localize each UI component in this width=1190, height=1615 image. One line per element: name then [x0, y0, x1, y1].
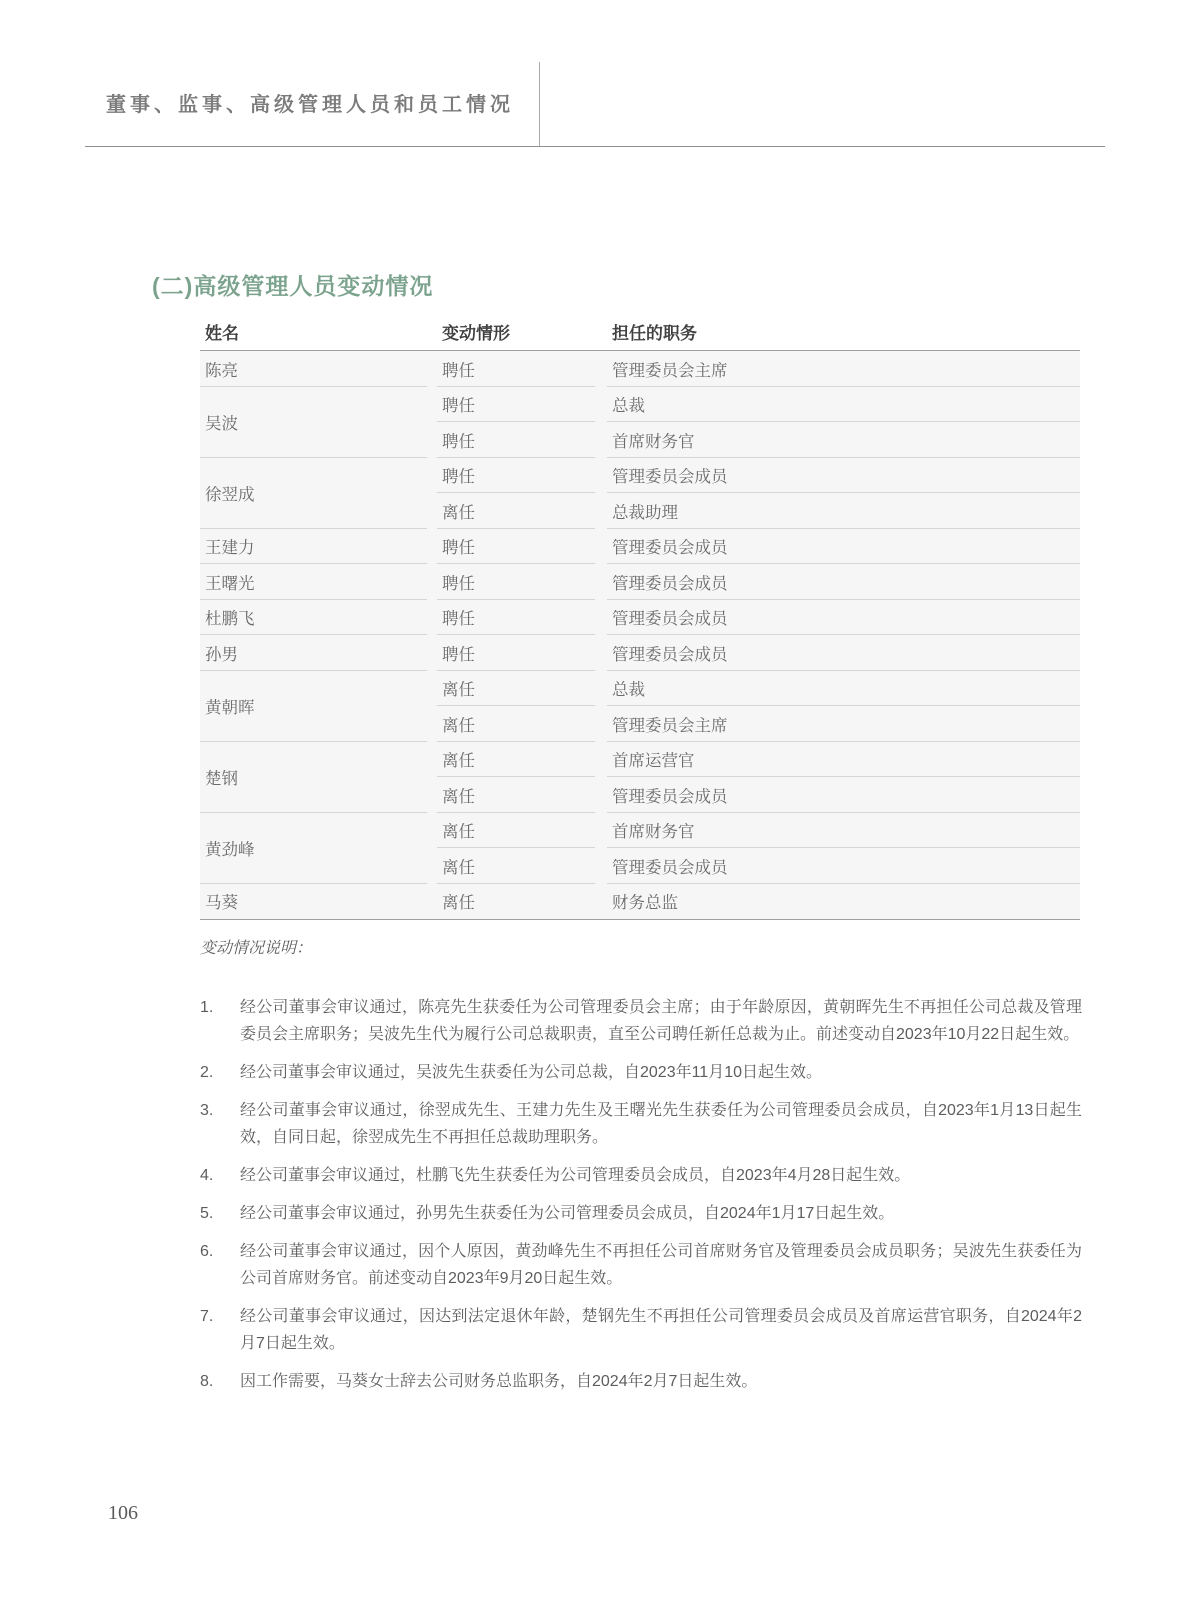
table-row: [437, 600, 1080, 636]
note-number: 5.: [200, 1205, 214, 1222]
table-row: [437, 422, 1080, 458]
entries: [437, 529, 1080, 565]
table-row: [437, 813, 1080, 849]
change-type-cell: 离任: [437, 813, 607, 849]
column-header-position: 担任的职务: [612, 323, 697, 343]
position-cell: 管理委员会成员: [607, 564, 1080, 600]
note-item: [200, 1162, 1082, 1189]
note-text: 经公司董事会审议通过，吴波先生获委任为公司总裁，自2023年11月10日起生效。: [240, 1064, 823, 1081]
column-header-change-type: 变动情形: [442, 323, 510, 343]
note-text: 经公司董事会审议通过，徐翌成先生、王建力先生及王曙光先生获委任为公司管理委员会成员，自2023年1月13日起生效，自同日起，徐翌成先生不再担任总裁助理职务。: [240, 1102, 1082, 1146]
table-row: [437, 351, 1080, 387]
name-cell: 黄劲峰: [200, 813, 437, 884]
notes-label: 变动情况说明：: [200, 940, 313, 957]
note-item: [200, 1238, 1082, 1292]
header-vertical-divider: [539, 62, 540, 146]
note-number: 4.: [200, 1167, 214, 1184]
table-body: [200, 351, 1080, 920]
table-row: [437, 884, 1080, 920]
change-type-cell: 聘任: [437, 458, 607, 494]
table-row: [437, 564, 1080, 600]
table-row: [437, 671, 1080, 707]
name-cell: 马葵: [205, 894, 238, 913]
name-cell: 徐翌成: [200, 458, 437, 529]
table-row: [437, 529, 1080, 565]
position-cell: 管理委员会成员: [607, 600, 1080, 636]
table-row: [437, 387, 1080, 423]
table-row: [437, 848, 1080, 884]
note-item: [200, 1303, 1082, 1357]
table-row: [437, 777, 1080, 813]
note-text: 因工作需要，马葵女士辞去公司财务总监职务，自2024年2月7日起生效。: [240, 1373, 758, 1390]
position-cell: 管理委员会成员: [607, 777, 1080, 813]
table-group: [200, 564, 1080, 600]
notes-list: [200, 994, 1082, 1395]
name-cell: 黄朝晖: [200, 671, 437, 742]
table-row: [437, 742, 1080, 778]
change-type-cell: 离任: [437, 777, 607, 813]
entries: [437, 564, 1080, 600]
position-cell: 管理委员会成员: [607, 458, 1080, 494]
change-type-cell: 离任: [437, 671, 607, 707]
name-cell: 孙男: [200, 635, 437, 671]
position-cell: 管理委员会主席: [607, 351, 1080, 387]
entries: [437, 387, 1080, 458]
entries: [437, 458, 1080, 529]
change-type-cell: 聘任: [437, 387, 607, 423]
table-group: [200, 813, 1080, 884]
change-type-cell: 离任: [437, 848, 607, 884]
table-row: [437, 706, 1080, 742]
position-cell: 首席财务官: [607, 422, 1080, 458]
name-cell: 吴波: [200, 387, 437, 458]
table-group: [200, 600, 1080, 636]
name-cell: 陈亮: [200, 351, 437, 387]
name-cell: 杜鹏飞: [200, 600, 437, 636]
entries: [437, 813, 1080, 884]
note-number: 3.: [200, 1102, 214, 1119]
page-number: 106: [108, 1502, 138, 1524]
position-cell: 管理委员会成员: [607, 848, 1080, 884]
management-changes-table: [200, 312, 1080, 920]
entries: [437, 884, 1080, 920]
entries: [437, 600, 1080, 636]
change-type-cell: 离任: [437, 742, 607, 778]
table-group: [200, 529, 1080, 565]
note-item: [200, 1368, 1082, 1395]
table-row: [437, 458, 1080, 494]
note-number: 1.: [200, 999, 214, 1016]
table-header-row: [200, 312, 1080, 351]
change-type-cell: 聘任: [437, 351, 607, 387]
table-group: [200, 635, 1080, 671]
table-group: [200, 458, 1080, 529]
table-group: [200, 351, 1080, 387]
position-cell: 首席运营官: [607, 742, 1080, 778]
section-title: (二)高级管理人员变动情况: [152, 273, 434, 299]
notes-section: [200, 935, 1082, 1406]
table-group: [200, 742, 1080, 813]
change-type-cell: 离任: [437, 493, 607, 529]
column-header-name: 姓名: [205, 323, 239, 343]
table-row: [437, 493, 1080, 529]
entries: [437, 671, 1080, 742]
table-row: [437, 635, 1080, 671]
position-cell: 总裁: [607, 387, 1080, 423]
note-number: 7.: [200, 1308, 214, 1325]
change-type-cell: 离任: [442, 894, 475, 913]
note-number: 6.: [200, 1243, 214, 1260]
header-horizontal-rule: [85, 146, 1105, 147]
entries: [437, 742, 1080, 813]
position-cell: 总裁: [607, 671, 1080, 707]
table-group: [200, 387, 1080, 458]
change-type-cell: 聘任: [437, 529, 607, 565]
table-group: [200, 884, 1080, 920]
entries: [437, 635, 1080, 671]
change-type-cell: 离任: [437, 706, 607, 742]
note-text: 经公司董事会审议通过，因个人原因，黄劲峰先生不再担任公司首席财务官及管理委员会成员职务；吴波先生获委任为公司首席财务官。前述变动自2023年9月20日起生效。: [240, 1243, 1082, 1287]
note-item: [200, 1200, 1082, 1227]
note-text: 经公司董事会审议通过，孙男先生获委任为公司管理委员会成员，自2024年1月17日起生效。: [240, 1205, 895, 1222]
change-type-cell: 聘任: [437, 422, 607, 458]
note-number: 2.: [200, 1064, 214, 1081]
page-header-title: 董事、监事、高级管理人员和员工情况: [106, 94, 514, 116]
name-cell: 楚钢: [200, 742, 437, 813]
note-item: [200, 994, 1082, 1048]
change-type-cell: 聘任: [437, 600, 607, 636]
note-text: 经公司董事会审议通过，陈亮先生获委任为公司管理委员会主席；由于年龄原因，黄朝晖先生不再担任公司总裁及管理委员会主席职务；吴波先生代为履行公司总裁职责，直至公司聘任新任总裁为止。前述变动自2023年10月22日起生效。: [240, 999, 1082, 1043]
position-cell: 管理委员会主席: [607, 706, 1080, 742]
note-text: 经公司董事会审议通过，杜鹏飞先生获委任为公司管理委员会成员，自2023年4月28日起生效。: [240, 1167, 911, 1184]
position-cell: 首席财务官: [607, 813, 1080, 849]
table-group: [200, 671, 1080, 742]
note-item: [200, 1097, 1082, 1151]
entries: [437, 351, 1080, 387]
position-cell: 总裁助理: [607, 493, 1080, 529]
name-cell: 王曙光: [200, 564, 437, 600]
name-cell: 王建力: [200, 529, 437, 565]
change-type-cell: 聘任: [437, 635, 607, 671]
note-text: 经公司董事会审议通过，因达到法定退休年龄，楚钢先生不再担任公司管理委员会成员及首席运营官职务，自2024年2月7日起生效。: [240, 1308, 1082, 1352]
change-type-cell: 聘任: [437, 564, 607, 600]
note-number: 8.: [200, 1373, 214, 1390]
note-item: [200, 1059, 1082, 1086]
position-cell: 财务总监: [612, 894, 678, 913]
position-cell: 管理委员会成员: [607, 635, 1080, 671]
position-cell: 管理委员会成员: [607, 529, 1080, 565]
